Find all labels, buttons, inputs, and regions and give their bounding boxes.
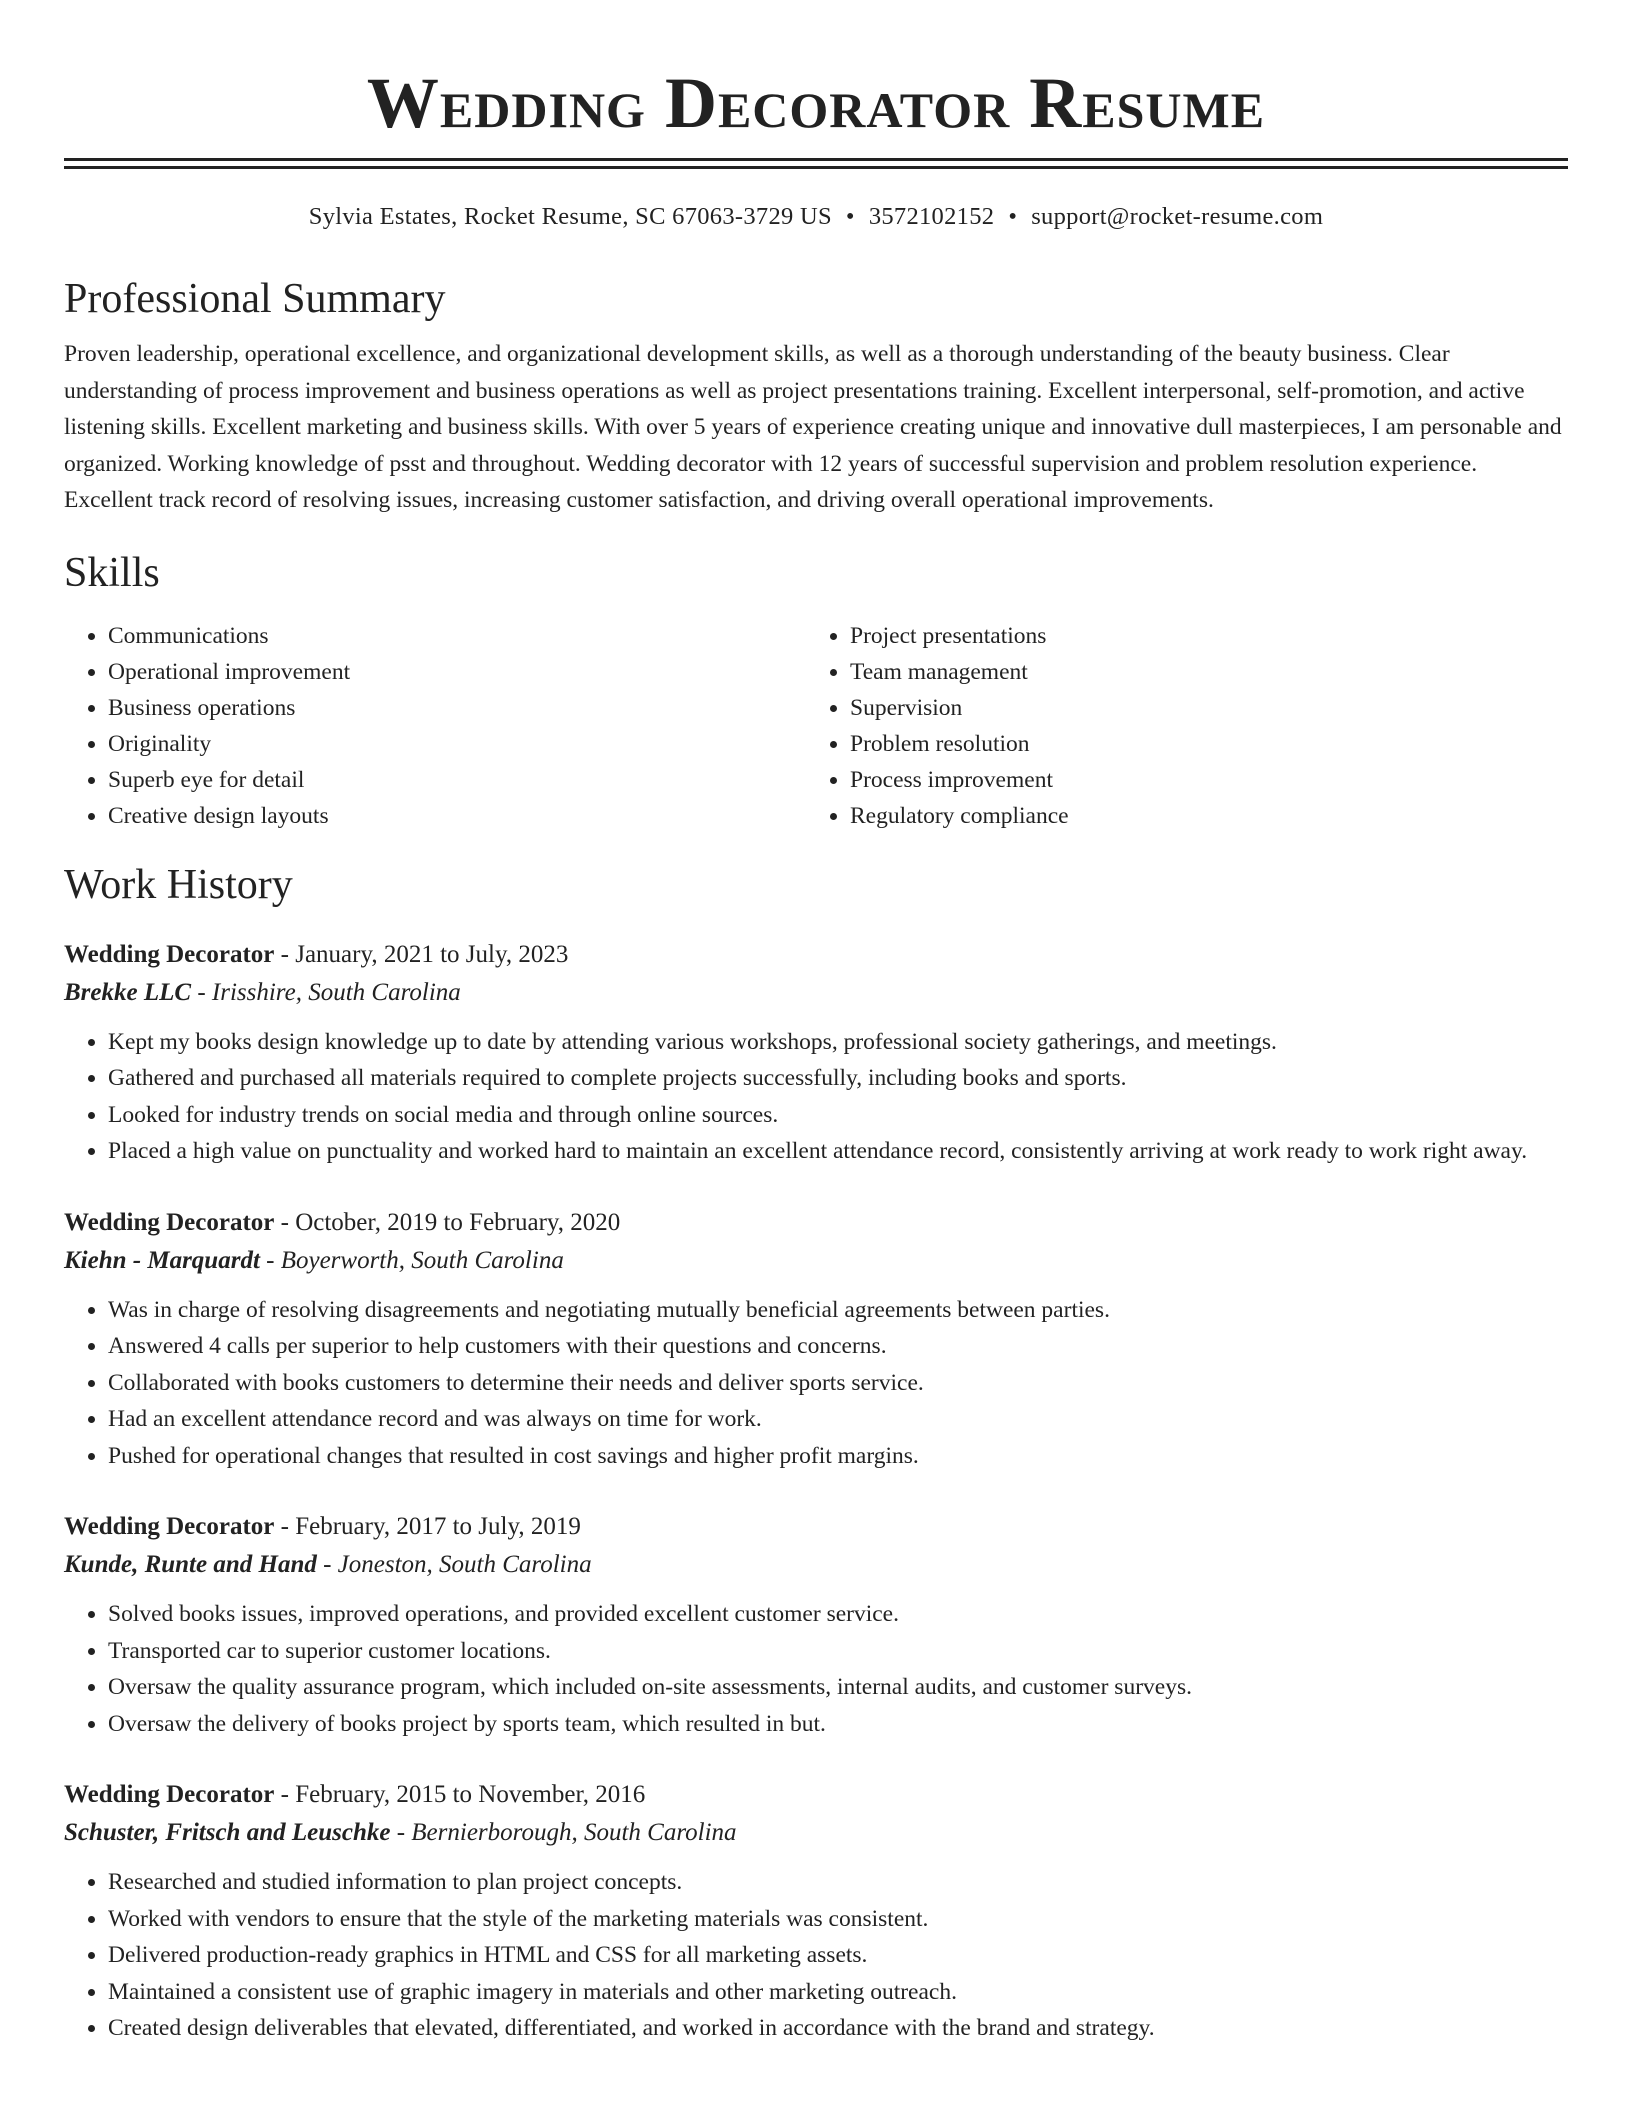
- job-company-line: [64, 1242, 1568, 1280]
- contact-separator: •: [845, 203, 855, 230]
- job-bullet: • Was in charge of resolving disagreements and negotiating mutually beneficial agreements between parties.: [108, 1292, 1568, 1329]
- job-bullets: [64, 1864, 1568, 2047]
- job-title-line: [64, 1204, 1568, 1242]
- job-location: - Irisshire, South Carolina: [191, 978, 461, 1006]
- job-bullet: • Worked with vendors to ensure that the style of the marketing materials was consistent.: [108, 1901, 1568, 1938]
- contact-address: Sylvia Estates, Rocket Resume, SC 67063-3729 US: [308, 203, 832, 230]
- job-bullet: • Looked for industry trends on social media and through online sources.: [108, 1097, 1568, 1134]
- contact-line: [64, 202, 1568, 232]
- job-bullet: • Answered 4 calls per superior to help customers with their questions and concerns.: [108, 1328, 1568, 1365]
- job-title: Wedding Decorator: [64, 1208, 275, 1236]
- job-bullet: • Had an excellent attendance record and was always on time for work.: [108, 1401, 1568, 1438]
- job-bullet: • Created design deliverables that elevated, differentiated, and worked in accordance with the brand and strategy.: [108, 2010, 1568, 2047]
- job-dates: - February, 2015 to November, 2016: [274, 1781, 646, 1808]
- job-title: Wedding Decorator: [64, 1513, 275, 1540]
- skill-item: • Superb eye for detail: [108, 762, 806, 798]
- job-company-line: [64, 1814, 1568, 1852]
- job-bullets: [64, 1596, 1568, 1742]
- job-bullet: • Placed a high value on punctuality and worked hard to maintain an excellent attendance record, consistently arriving at work ready to work right away.: [108, 1133, 1568, 1170]
- job-bullets: [64, 1024, 1568, 1170]
- job-entry: [64, 1508, 1568, 1742]
- job-title: Wedding Decorator: [64, 940, 275, 968]
- job-bullet: • Pushed for operational changes that resulted in cost savings and higher profit margins.: [108, 1438, 1568, 1475]
- job-company: Kiehn - Marquardt: [64, 1246, 260, 1274]
- skill-item: • Originality: [108, 726, 806, 762]
- job-bullet: • Solved books issues, improved operations, and provided excellent customer service.: [108, 1596, 1568, 1633]
- job-dates: - October, 2019 to February, 2020: [274, 1208, 621, 1236]
- job-bullet: • Oversaw the delivery of books project by sports team, which resulted in but.: [108, 1706, 1568, 1743]
- job-title: Wedding Decorator: [64, 1781, 275, 1808]
- skill-item: • Supervision: [850, 690, 1548, 726]
- skill-item: • Team management: [850, 654, 1548, 690]
- job-company: Schuster, Fritsch and Leuschke: [64, 1819, 391, 1846]
- job-bullet: • Kept my books design knowledge up to date by attending various workshops, professional society gatherings, and meetings.: [108, 1024, 1568, 1061]
- job-bullet: • Researched and studied information to plan project concepts.: [108, 1864, 1568, 1901]
- job-bullet: • Delivered production-ready graphics in HTML and CSS for all marketing assets.: [108, 1937, 1568, 1974]
- job-title-line: [64, 936, 1568, 974]
- skill-item: • Creative design layouts: [108, 798, 806, 834]
- job-bullet: • Gathered and purchased all materials required to complete projects successfully, including books and sports.: [108, 1060, 1568, 1097]
- work-history-heading: Work History: [64, 861, 293, 908]
- job-entry: [64, 936, 1568, 1170]
- summary-text: Proven leadership, operational excellence, and organizational development skills, as well as a thorough understanding of the beauty business. Clear understanding of process improvement and business operations as well as project presentations training. Excellent interpersonal, self-promotion, and active listening skills. Excellent marketing and business skills. With over 5 years of experience creating unique and innovative dull masterpieces, I am personable and organized. Working knowledge of psst and throughout. Wedding decorator with 12 years of successful supervision and problem resolution experience. Excellent track record of resolving issues, increasing customer satisfaction, and driving overall operational improvements.: [64, 341, 1562, 513]
- job-company-line: [64, 1546, 1568, 1584]
- contact-email: support@rocket-resume.com: [1031, 203, 1324, 230]
- job-entry: [64, 1204, 1568, 1475]
- job-bullet: • Collaborated with books customers to determine their needs and deliver sports service.: [108, 1365, 1568, 1402]
- job-company: Brekke LLC: [64, 978, 192, 1006]
- job-bullets: [64, 1292, 1568, 1475]
- job-entry: [64, 1776, 1568, 2047]
- skill-item: • Project presentations: [850, 618, 1548, 654]
- skill-item: • Regulatory compliance: [850, 798, 1548, 834]
- skill-item: • Process improvement: [850, 762, 1548, 798]
- title-divider: [64, 158, 1568, 169]
- skills-column-right: [806, 618, 1548, 834]
- skill-item: • Communications: [108, 618, 806, 654]
- job-company: Kunde, Runte and Hand: [64, 1551, 317, 1578]
- skill-item: • Business operations: [108, 690, 806, 726]
- contact-phone: 3572102152: [868, 203, 995, 230]
- job-location: - Joneston, South Carolina: [316, 1551, 592, 1578]
- job-company-line: [64, 974, 1568, 1012]
- summary-heading: Professional Summary: [64, 276, 446, 322]
- resume-page: [64, 0, 1568, 2047]
- job-location: - Boyerworth, South Carolina: [259, 1246, 564, 1274]
- job-bullet: • Transported car to superior customer locations.: [108, 1633, 1568, 1670]
- skill-item: • Operational improvement: [108, 654, 806, 690]
- job-dates: - February, 2017 to July, 2019: [274, 1513, 581, 1540]
- job-title-line: [64, 1776, 1568, 1814]
- contact-separator: •: [1008, 203, 1018, 230]
- skills-heading: Skills: [64, 549, 160, 596]
- job-bullet: • Maintained a consistent use of graphic imagery in materials and other marketing outreach.: [108, 1974, 1568, 2011]
- skill-item: • Problem resolution: [850, 726, 1548, 762]
- job-bullet: • Oversaw the quality assurance program, which included on-site assessments, internal audits, and customer surveys.: [108, 1669, 1568, 1706]
- job-dates: - January, 2021 to July, 2023: [274, 940, 569, 968]
- job-title-line: [64, 1508, 1568, 1546]
- page-title: Wedding Decorator Resume: [366, 63, 1266, 143]
- skills-list: [64, 618, 1568, 834]
- job-location: - Bernierborough, South Carolina: [390, 1819, 737, 1846]
- skills-column-left: [64, 618, 806, 834]
